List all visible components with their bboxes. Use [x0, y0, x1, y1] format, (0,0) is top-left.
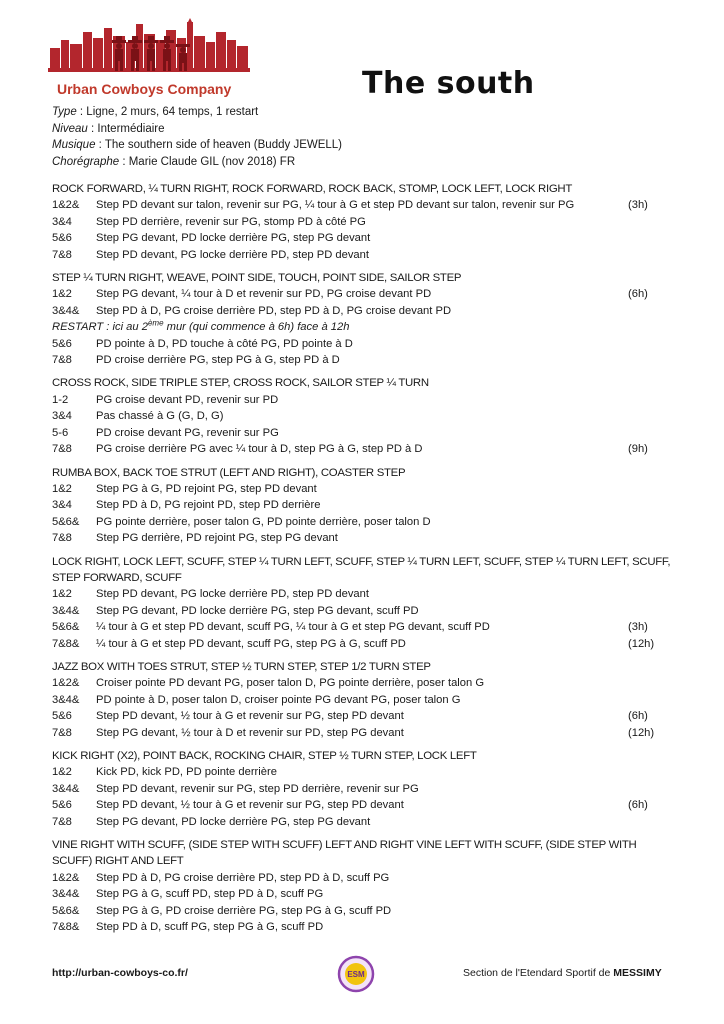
- step-count: 3&4&: [52, 304, 80, 317]
- wall-direction: (9h): [628, 443, 648, 456]
- step-sections: [52, 181, 672, 942]
- wall-direction: (6h): [628, 799, 648, 812]
- step-count: 5&6&: [52, 515, 80, 528]
- wall-direction: [628, 764, 672, 780]
- step-count: 1&2: [52, 482, 72, 495]
- step-count: 7&8: [52, 248, 72, 261]
- step-count: 5&6: [52, 337, 72, 350]
- step-line: [52, 725, 672, 741]
- step-description: Croiser pointe PD devant PG, poser talon D, PG pointe derrière, poser talon G: [96, 677, 485, 690]
- step-description: Step PG à G, scuff PD, step PD à D, scuff PG: [96, 888, 324, 901]
- section-title: JAZZ BOX WITH TOES STRUT, STEP ½ TURN STEP, STEP 1/2 TURN STEP: [52, 660, 431, 673]
- step-line: [52, 514, 672, 530]
- restart-note: RESTART : ici au 2ème mur (qui commence à 6h) face à 12h: [52, 318, 350, 334]
- section-title: CROSS ROCK, SIDE TRIPLE STEP, CROSS ROCK, SAILOR STEP ¼ TURN: [52, 377, 429, 390]
- step-line: [52, 919, 672, 935]
- wall-direction: (12h): [628, 726, 655, 739]
- wall-direction: [628, 903, 672, 919]
- step-section: [52, 748, 672, 830]
- step-description: Step PG devant, ¼ tour à D et revenir sur PD, PG croise devant PD: [96, 288, 432, 301]
- info-type: Type : Ligne, 2 murs, 64 temps, 1 restart: [52, 106, 259, 118]
- step-count: 5&6&: [52, 904, 80, 917]
- step-count: 1&2&: [52, 199, 80, 212]
- step-description: Pas chassé à G (G, D, G): [96, 410, 224, 423]
- step-description: PD pointe à D, PD touche à côté PG, PD pointe à D: [96, 337, 353, 350]
- wall-direction: [628, 870, 672, 886]
- step-line: [52, 230, 672, 246]
- step-count: 7&8: [52, 532, 72, 545]
- step-section: [52, 181, 672, 263]
- section-title: LOCK RIGHT, LOCK LEFT, SCUFF, STEP ¼ TURN LEFT, SCUFF, STEP ¼ TURN LEFT, SCUFF, STEP ¼ TURN LEFT, SCUFF, STEP FORWARD, SCUFF: [52, 555, 671, 584]
- section-title: VINE RIGHT WITH SCUFF, (SIDE STEP WITH SCUFF) LEFT AND RIGHT VINE LEFT WITH SCUFF, (SIDE STEP WITH SCUFF) RIGHT AND LEFT: [52, 839, 637, 868]
- step-description: Step PD à D, PG croise derrière PD, step PD à D, PG croise devant PD: [96, 304, 452, 317]
- wall-direction: [628, 586, 672, 602]
- wall-direction: [628, 425, 672, 441]
- wall-direction: [628, 408, 672, 424]
- section-title: ROCK FORWARD, ¼ TURN RIGHT, ROCK FORWARD, ROCK BACK, STOMP, LOCK LEFT, LOCK RIGHT: [52, 183, 572, 195]
- step-description: Step PG devant, PD locke derrière PG, step PG devant: [96, 815, 371, 828]
- step-count: 3&4&: [52, 888, 80, 901]
- wall-direction: [628, 247, 672, 263]
- wall-direction: [628, 814, 672, 830]
- step-count: 3&4: [52, 215, 72, 228]
- wall-direction: [628, 481, 672, 497]
- step-count: 7&8: [52, 726, 72, 739]
- wall-direction: [628, 514, 672, 530]
- step-line: [52, 675, 672, 691]
- step-line: [52, 352, 672, 368]
- step-line: [52, 797, 672, 813]
- step-count: 5&6&: [52, 621, 80, 634]
- step-count: 1&2&: [52, 871, 80, 884]
- step-section: [52, 554, 672, 652]
- step-line: [52, 530, 672, 546]
- step-line: [52, 392, 672, 408]
- step-description: Step PG à G, PD rejoint PG, step PD devant: [96, 482, 317, 495]
- step-description: Step PD devant, PG locke derrière PD, step PD devant: [96, 588, 369, 601]
- step-count: 7&8: [52, 354, 72, 367]
- step-line: [52, 481, 672, 497]
- wall-direction: [628, 603, 672, 619]
- step-description: PG croise derrière PG avec ¼ tour à D, step PG à G, step PD à D: [96, 443, 423, 456]
- step-line: [52, 336, 672, 352]
- step-line: [52, 764, 672, 780]
- step-line: [52, 214, 672, 230]
- wall-direction: [628, 530, 672, 546]
- section-title: STEP ¼ TURN RIGHT, WEAVE, POINT SIDE, TOUCH, POINT SIDE, SAILOR STEP: [52, 272, 462, 285]
- step-description: Step PD à D, scuff PG, step PG à G, scuff PD: [96, 921, 324, 934]
- step-line: [52, 286, 672, 302]
- step-description: Step PG devant, ½ tour à D et revenir sur PD, step PG devant: [96, 726, 404, 739]
- step-section: [52, 270, 672, 368]
- wall-direction: [628, 214, 672, 230]
- step-description: Step PD à D, PG croise derrière PD, step PD à D, scuff PG: [96, 871, 390, 884]
- step-count: 3&4: [52, 499, 72, 512]
- step-description: Step PD devant, ½ tour à G et revenir sur PG, step PD devant: [96, 799, 404, 812]
- step-line: [52, 781, 672, 797]
- step-count: 1&2: [52, 288, 72, 301]
- step-description: Step PD derrière, revenir sur PG, stomp PD à côté PG: [96, 215, 366, 228]
- step-line: [52, 425, 672, 441]
- step-count: 5&6: [52, 799, 72, 812]
- step-count: 1-2: [52, 393, 69, 406]
- info-choreographer: Chorégraphe : Marie Claude GIL (nov 2018) FR: [52, 155, 296, 168]
- step-line: [52, 497, 672, 513]
- wall-direction: (6h): [628, 710, 648, 723]
- wall-direction: [628, 497, 672, 513]
- step-count: 5-6: [52, 426, 69, 439]
- step-count: 5&6: [52, 710, 72, 723]
- wall-direction: [628, 392, 672, 408]
- step-line: [52, 814, 672, 830]
- step-description: PG croise devant PD, revenir sur PD: [96, 393, 279, 406]
- step-section: [52, 659, 672, 741]
- step-line: [52, 636, 672, 652]
- step-count: 7&8&: [52, 637, 80, 650]
- step-count: 1&2: [52, 588, 72, 601]
- step-count: 3&4&: [52, 693, 80, 706]
- wall-direction: [628, 781, 672, 797]
- step-description: ¼ tour à G et step PD devant, scuff PG, ¼ tour à G et step PG devant, scuff PD: [96, 621, 490, 634]
- step-line: [52, 408, 672, 424]
- step-description: Step PD devant, PG locke derrière PD, step PD devant: [96, 248, 369, 261]
- wall-direction: [628, 230, 672, 246]
- wall-direction: (12h): [628, 637, 655, 650]
- section-title: RUMBA BOX, BACK TOE STRUT (LEFT AND RIGHT), COASTER STEP: [52, 466, 406, 479]
- wall-direction: [628, 692, 672, 708]
- step-line: [52, 303, 672, 319]
- info-music: Musique : The southern side of heaven (Buddy JEWELL): [52, 139, 343, 151]
- step-description: Step PD à D, PG rejoint PD, step PD derrière: [96, 499, 321, 512]
- step-description: PG pointe derrière, poser talon G, PD pointe derrière, poser talon D: [96, 515, 431, 528]
- step-description: Step PD devant, ½ tour à G et revenir sur PG, step PD devant: [96, 710, 404, 723]
- step-line: [52, 708, 672, 724]
- dance-info: [52, 104, 342, 170]
- step-count: 3&4: [52, 410, 72, 423]
- step-count: 3&4&: [52, 604, 80, 617]
- wall-direction: [628, 886, 672, 902]
- step-section: [52, 837, 672, 935]
- step-count: 1&2: [52, 766, 72, 779]
- wall-direction: [628, 303, 672, 319]
- step-description: Kick PD, kick PD, PD pointe derrière: [96, 766, 277, 779]
- step-description: Step PG devant, PD locke derrière PG, step PG devant: [96, 232, 371, 245]
- step-description: Step PD devant sur talon, revenir sur PG, ¼ tour à G et step PD devant sur talon, revenir sur PG: [96, 199, 575, 212]
- wall-direction: [628, 336, 672, 352]
- step-description: PD croise derrière PG, step PG à G, step PD à D: [96, 354, 340, 367]
- section-title: KICK RIGHT (X2), POINT BACK, ROCKING CHAIR, STEP ½ TURN STEP, LOCK LEFT: [52, 750, 477, 762]
- step-section: [52, 465, 672, 547]
- step-line: [52, 692, 672, 708]
- step-line: [52, 197, 672, 213]
- step-count: 5&6: [52, 232, 72, 245]
- svg-text:ESM: ESM: [347, 970, 365, 979]
- wall-direction: (6h): [628, 288, 648, 301]
- step-line: [52, 247, 672, 263]
- step-description: Step PD devant, revenir sur PG, step PD derrière, revenir sur PG: [96, 782, 419, 795]
- step-section: [52, 375, 672, 457]
- wall-direction: (3h): [628, 199, 648, 212]
- footer-url[interactable]: http://urban-cowboys-co.fr/: [52, 967, 188, 979]
- wall-direction: (3h): [628, 621, 648, 634]
- step-description: PD croise devant PG, revenir sur PG: [96, 426, 279, 439]
- step-count: 3&4&: [52, 782, 80, 795]
- step-line: [52, 870, 672, 886]
- footer-section: Section de l'Etendard Sportif de MESSIMY: [463, 967, 662, 979]
- wall-direction: [628, 919, 672, 935]
- info-level: Niveau : Intermédiaire: [52, 122, 165, 135]
- esm-badge-icon: [337, 955, 375, 993]
- city-skyline-cowboys-logo: [48, 18, 250, 78]
- step-description: Step PG derrière, PD rejoint PG, step PG devant: [96, 532, 338, 545]
- step-description: ¼ tour à G et step PD devant, scuff PG, step PG à G, scuff PD: [96, 637, 406, 650]
- wall-direction: [628, 675, 672, 691]
- step-line: [52, 603, 672, 619]
- step-count: 7&8: [52, 815, 72, 828]
- step-count: 1&2&: [52, 677, 80, 690]
- step-count: 7&8&: [52, 921, 80, 934]
- step-line: [52, 619, 672, 635]
- step-description: Step PG à G, PD croise derrière PG, step PG à G, scuff PD: [96, 904, 392, 917]
- step-description: PD pointe à D, poser talon D, croiser pointe PG devant PG, poser talon G: [96, 693, 461, 706]
- step-line: [52, 886, 672, 902]
- page-title: The south: [362, 66, 535, 101]
- company-name: Urban Cowboys Company: [57, 81, 232, 97]
- step-line: [52, 441, 672, 457]
- step-line: [52, 586, 672, 602]
- wall-direction: [628, 352, 672, 368]
- step-line: [52, 903, 672, 919]
- step-description: Step PG devant, PD locke derrière PG, step PG devant, scuff PD: [96, 604, 419, 617]
- step-count: 7&8: [52, 443, 72, 456]
